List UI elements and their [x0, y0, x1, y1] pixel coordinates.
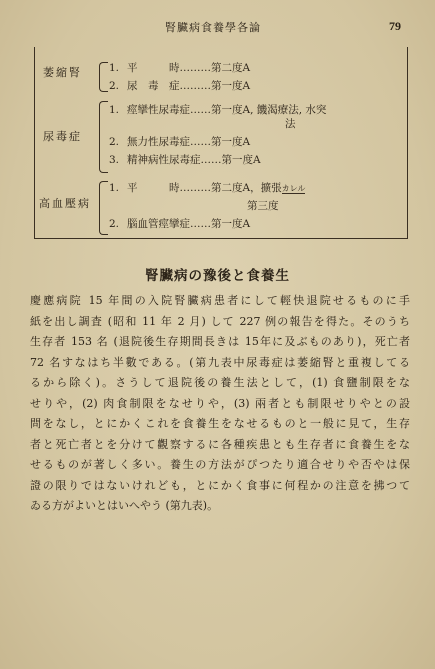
page-number: 79: [389, 19, 401, 33]
group-brace: [99, 62, 108, 92]
table-row-continuation: 第三度: [247, 200, 279, 212]
text-line: せるものが著しく多い。養生の方法がぴつたり適合せりや否やは保: [30, 458, 410, 471]
text-line: 72 名すなはち半數である。(第九表中尿毒症は萎縮腎と重複してる: [30, 355, 410, 369]
table-row: 2. 腦血管痙攣症……第一度A: [109, 218, 251, 230]
text-line: 紙を出し調査 (昭和 11 年 2 月) して 227 例の報告を得た。そのうち: [30, 314, 410, 328]
text-line: 問をなし，とにかくこれを食養生をなせるものと一般に見て，生存: [30, 417, 410, 430]
diet-degree-table: [34, 47, 408, 239]
running-title: 腎臟病食養學各論: [165, 21, 261, 34]
text-line: 生存者 153 名 (退院後生存期間長きは 15年に及ぶものあり)，死亡者: [30, 335, 410, 348]
text-line: ゐる方がよいとはいへやう (第九表)。: [30, 499, 219, 512]
body-paragraph: [30, 291, 410, 517]
group-brace: [99, 101, 108, 173]
kana-annotation: カレル: [281, 184, 306, 193]
table-row: 1. 痙攣性尿毒症……第一度A, 饑渴療法, 水突: [109, 104, 327, 116]
section-heading: 腎臟病の豫後と食養生: [145, 268, 290, 284]
text-line: 者と死亡者とを分けて觀察するに各種疾患とも生存者に食養生をな: [30, 437, 410, 451]
group-label-uremia: 尿毒症: [43, 130, 82, 143]
text-line: せりや，(2) 肉食制限をなせりや，(3) 兩者とも制限せりやとの設: [30, 396, 410, 410]
group-label-hypertension: 高血壓病: [39, 197, 91, 210]
group-label-atrophic-kidney: 萎縮腎: [43, 66, 82, 79]
table-row: 2. 無力性尿毒症……第一度A: [109, 136, 251, 148]
table-row: 2. 尿 毒 症………第一度A: [109, 80, 251, 92]
table-row: 1. 平 時………第二度A，擴張カレル: [109, 182, 306, 194]
text-line: 證の限りではないけれども，とにかく食事に何程かの注意を拂つて: [30, 478, 410, 492]
table-row-continuation: 法: [285, 118, 296, 130]
table-row: 3. 精神病性尿毒症……第一度A: [109, 154, 261, 166]
text-line: るから除く)。さうして退院後の養生法として，(1) 食鹽制限をな: [30, 376, 410, 389]
running-head: [0, 19, 435, 37]
group-brace: [99, 181, 108, 235]
text-line: 慶應病院 15 年間の入院腎臟病患者にして輕快退院せるものに手: [30, 294, 410, 307]
table-row: 1. 平 時………第二度A: [109, 62, 251, 74]
